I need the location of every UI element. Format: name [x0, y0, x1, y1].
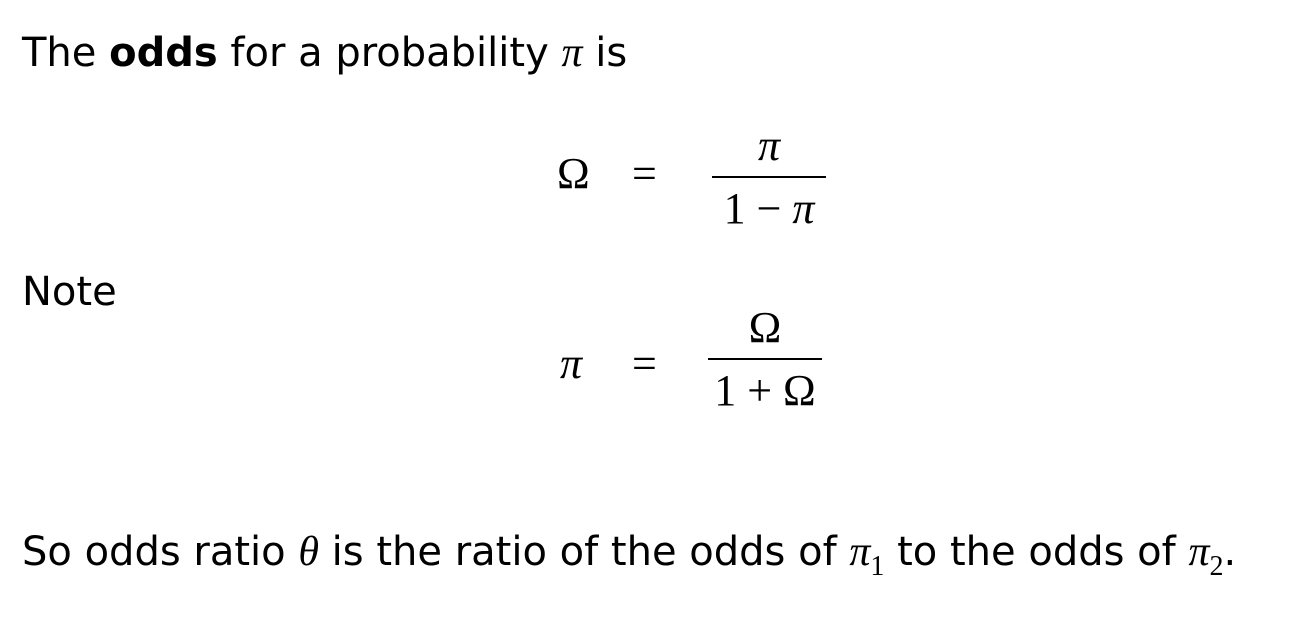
eq1-den-const: 1 − — [723, 184, 793, 233]
pi2-variable — [1188, 529, 1224, 582]
eq1-numerator: π — [757, 121, 781, 170]
eq1-equals: = — [632, 149, 657, 198]
eq1-den-pi: π — [792, 184, 815, 233]
odds-definition-text — [22, 32, 627, 74]
eq2-denominator: 1 + Ω — [714, 366, 816, 415]
ratio-text-2: is the ratio of the odds of — [318, 529, 850, 575]
theta-variable: θ — [298, 529, 319, 575]
ratio-text-4: . — [1223, 529, 1237, 575]
eq1-fraction — [712, 121, 826, 233]
eq2-numerator: Ω — [748, 303, 782, 352]
odds-term-bold: odds — [109, 30, 218, 76]
eq1-fraction-bar — [712, 176, 826, 178]
eq1-denominator — [712, 184, 826, 233]
ratio-text-1: So odds ratio — [22, 529, 299, 575]
odds-text-pre: The — [22, 30, 110, 76]
pi-variable: π — [561, 30, 583, 76]
note-label: Note — [22, 269, 117, 315]
pi1-subscript: 1 — [870, 551, 885, 582]
pi2-symbol: π — [1188, 529, 1210, 575]
eq2-equals: = — [632, 339, 657, 388]
pi1-symbol: π — [849, 529, 871, 575]
pi1-variable — [849, 529, 885, 582]
eq2-fraction-bar — [708, 358, 822, 360]
odds-text-post: is — [582, 30, 628, 76]
eq2-fraction — [708, 303, 822, 415]
odds-ratio-text — [22, 529, 1237, 582]
ratio-text-3: to the odds of — [884, 529, 1189, 575]
eq2-lhs-pi: π — [560, 339, 583, 388]
pi2-subscript: 2 — [1209, 551, 1224, 582]
eq1-lhs-omega: Ω — [557, 149, 590, 198]
odds-text-mid: for a probability — [217, 30, 562, 76]
